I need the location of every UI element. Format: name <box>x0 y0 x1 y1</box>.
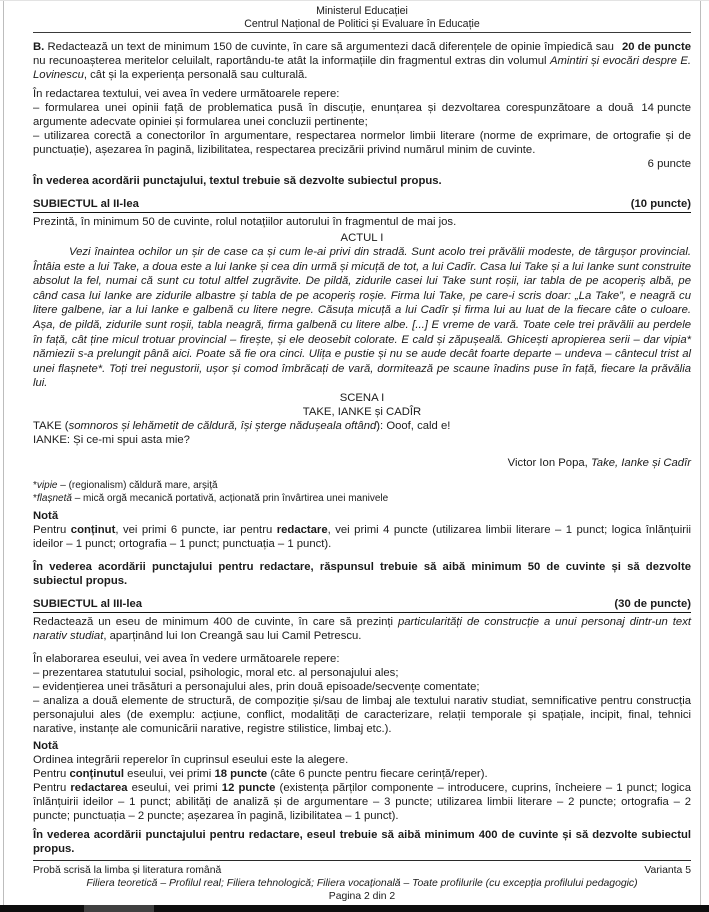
note-seg-bold: redactare <box>276 523 328 536</box>
note-seg: , vei primi 6 puncte, iar pentru <box>115 523 277 536</box>
footnote-flasneta <box>33 493 691 506</box>
note-seg-bold: conținutul <box>69 767 125 780</box>
note-seg: , vei primi 4 puncte (utilizarea limbii literare – 1 punct; logica înlănțuirii ideilor – 1 punct; ortografia – 1 punct; punctuația – 1 punct). <box>33 523 691 550</box>
footer-exam-name: Probă scrisă la limba și literatura română <box>33 865 222 876</box>
note-seg-bold: 18 puncte <box>214 767 268 780</box>
subject-3-note-label: Notă <box>33 739 59 752</box>
subject-3-final-note: În vederea acordării punctajului pentru redactare, eseul trebuie să aibă minimum 400 de cuvinte și să dezvolte subiectul propus. <box>33 828 691 855</box>
subject-b-points: 20 de puncte <box>621 41 691 53</box>
footer-row <box>33 864 691 877</box>
dialogue-take-speech: ): Ooof, cald e! <box>376 419 451 432</box>
dialogue-ianke: IANKE: Și ce-mi spui asta mie? <box>33 433 190 446</box>
subject-b-marker: B. <box>33 41 45 53</box>
subject-3-task-text-1: Redactează un eseu de minimum 400 de cuvinte, în care să prezinți <box>33 615 398 628</box>
subject-2-task: Prezintă, în minimum 50 de cuvinte, rolul notațiilor autorului în fragmentul de mai jos. <box>33 216 457 228</box>
subject-b-bullet-1 <box>33 101 691 129</box>
dialogue-take <box>33 419 691 433</box>
subject-b-final-note: În vederea acordării punctajului, textul trebuie să dezvolte subiectul propus. <box>33 175 442 187</box>
note-seg: eseului, vei primi <box>124 767 215 780</box>
subject-3-guidelines-intro: În elaborarea eseului, vei avea în vedere următoarele repere: <box>33 652 340 665</box>
subject-3-note-line-3 <box>33 781 691 823</box>
subject-b-bullet-1-points: 14 puncte <box>641 102 691 114</box>
footer-filiera: Filiera teoretică – Profilul real; Filiera tehnologică; Filiera vocațională – Toate profilurile (cu excepția profilului pedagogic) <box>86 878 638 889</box>
subject-3-task-text-2: , aparținând lui Ion Creangă sau lui Camil Petrescu. <box>103 629 362 642</box>
subject-b-volume-title: Amintiri și evocări despre E. Lovinescu <box>33 55 691 81</box>
footnote-1-star: * <box>33 479 37 491</box>
page-footer <box>33 860 691 903</box>
footnote-vipie <box>33 480 691 493</box>
footer-page-number: Pagina 2 din 2 <box>328 891 396 902</box>
attribution-author: Victor Ion Popa, <box>507 456 591 469</box>
subject-b-text-2: , cât și la experiența personală sau culturală. <box>83 69 308 81</box>
note-seg: (câte 6 puncte pentru fiecare cerință/reper). <box>267 767 488 780</box>
subject-3-bullet-2: – evidențierea unei trăsături a personajului ales, prin două episoade/secvențe comentate; <box>33 680 480 693</box>
subject-3-note-line-1: Ordinea integrării reperelor în cuprinsul eseului este la alegere. <box>33 753 349 766</box>
page-edge-right <box>700 1 701 912</box>
subject-2-note-text <box>33 523 691 551</box>
subject-3-points: (30 de puncte) <box>614 597 691 610</box>
note-seg: (existența părților componente – introducere, cuprins, încheiere – 1 punct; logica înlănțuirii ideilor – 1 punct; abilități de analiză și de argumentare – 3 puncte; utilizarea limbii literare – 2 puncte; ortografia – 2 puncte; punctuația – 2 puncte; așezarea în pagină, lizibilitatea – 1 punct). <box>33 781 691 822</box>
header-divider <box>33 32 691 33</box>
document-header <box>33 3 691 30</box>
bottom-bar <box>0 905 709 912</box>
note-seg: Pentru <box>33 523 71 536</box>
subject-3-task <box>33 615 691 643</box>
subject-2-note-label: Notă <box>33 509 59 522</box>
subject-b-bullet-1-text: – formularea unei opinii față de problematica pusă în discuție, enunțarea și dezvoltarea corespunzătoare a două argumente adecvate opiniei și formularea unei concluzii pertinente; <box>33 102 634 128</box>
subject-3-task-italic: particularități de construcție a unui personaj dintr-un text narativ studiat <box>33 615 691 642</box>
subject-3-heading <box>33 597 691 613</box>
footnote-2-star: * <box>33 492 37 504</box>
scene-characters: TAKE, IANKE și CADÎR <box>302 405 422 418</box>
note-seg-bold: conținut <box>70 523 116 536</box>
subject-b-bullet-2-points: 6 puncte <box>647 158 691 170</box>
footer-variant: Varianta 5 <box>644 865 691 876</box>
page-content <box>33 3 691 856</box>
page-edge-left <box>3 1 4 912</box>
subject-3-bullet-1: – prezentarea statutului social, psihologic, moral etc. al personajului ales; <box>33 666 399 679</box>
footnote-2-term: flașnetă <box>36 492 72 504</box>
dialogue-take-stage-direction: somnoros și lehămetit de căldură, își șterge nădușeala oftând <box>68 419 377 432</box>
subject-3-note-line-2 <box>33 767 691 781</box>
subject-2-title: SUBIECTUL al II-lea <box>33 198 139 210</box>
footer-divider <box>33 860 691 861</box>
header-institution: Centrul Național de Politici și Evaluare în Educație <box>244 17 480 30</box>
subject-3-bullet-3: – analiza a două elemente de structură, de compoziție și/sau de limbaj ale textului narativ studiat, semnificative pentru construcția personajului ales (de exemplu: acțiune, conflict, modalități de caracterizare, relații temporale și spațiale, incipit, final, tehnici narative, instanțe ale comunicării narative, registre stilistice, limbaj etc.). <box>33 694 691 735</box>
act-heading: ACTUL I <box>340 232 384 244</box>
dialogue-take-name: TAKE ( <box>33 419 69 432</box>
literary-passage: Vezi înaintea ochilor un șir de case ca și cum le-ai privi din stradă. Sunt acolo trei prăvălii modeste, de târgușor provincial. Întâia este a lui Take, a doua este a lui Ianke și cea din urmă și micuță de tot, a lui Cadîr. Casa lui Take și a lui Ianke sunt construite absolut la fel, numai că sunt cu totul altfel zugrăvite. De pildă, zidurile casei lui Take sunt roșii, iar tabla de pe acoperiș albă, pe când casa lui Ianke are zidurile albastre și tabla de pe acoperiș roșie. Firma lui Take, pe care-i scris doar: „La Take”, e neagră cu litere galbene, iar a lui Ianke e galbenă cu litere negre. Căsuța micuță a lui Cadîr și firma lui au luat de la fiecare câte o culoare. Așa, de pildă, zidurile sunt roșii, tabla neagră, firma galbenă cu litere albe. [...] E vreme de vară. Toate cele trei prăvălii au perdele în față, cât ține micul trotuar provincial – firește, și ele deosebit colorate. E cald și zăpușeală. Ghicești apropierea serii – dar vipia* nămiezii s-a prelungit până aici. Poate să fie ora cinci. Ulița e pustie și nu se aude decât foarte departe – undeva – cântecul trist al unei flașnete*. Toți trei negustorii, ușor și comod îmbrăcați de vară, dormitează pe scaune înadins puse în față, fiecare la prăvălia lui. <box>33 246 691 390</box>
subject-2-final-note: În vederea acordării punctajului pentru redactare, răspunsul trebuie să aibă minimum 50 de cuvinte și să dezvolte subiectul propus. <box>33 560 691 587</box>
subject-2-points: (10 puncte) <box>630 198 691 210</box>
attribution-work-title: Take, Ianke și Cadîr <box>590 456 691 469</box>
subject-b-guidelines-intro: În redactarea textului, vei avea în vedere următoarele repere: <box>33 88 340 100</box>
bottom-bar-segment <box>84 905 154 912</box>
note-seg-bold: 12 puncte <box>221 781 276 794</box>
subject-b-intro <box>33 40 691 82</box>
header-ministry: Ministerul Educației <box>316 5 408 17</box>
note-seg: Pentru <box>33 767 70 780</box>
note-seg-bold: redactarea <box>70 781 128 794</box>
footnote-2-definition: – mică orgă mecanică portativă, acționată prin învârtirea unei manivele <box>71 492 389 504</box>
note-seg: Pentru <box>33 781 71 794</box>
scene-heading: SCENA I <box>339 391 385 404</box>
note-seg: eseului, vei primi <box>127 781 222 794</box>
subject-2-heading <box>33 197 691 213</box>
attribution <box>33 456 691 470</box>
subject-b-bullet-2: – utilizarea corectă a conectorilor în argumentare, respectarea normelor limbii literare (norme de exprimare, de ortografie și de punctuație), așezarea în pagină, lizibilitatea, respectarea precizării privind numărul minim de cuvinte. <box>33 130 691 156</box>
footnote-1-definition: – (regionalism) căldură mare, arșiță <box>57 479 218 491</box>
subject-b-text-1: Redactează un text de minimum 150 de cuvinte, în care să argumentezi dacă diferențele de opinie împiedică sau nu recunoașterea meritelor celuilalt, raportându-te atât la informațiile din fragmentul extras din volumul <box>33 41 614 67</box>
subject-3-title: SUBIECTUL al III-lea <box>33 597 143 610</box>
footnote-1-term: vipie <box>36 479 58 491</box>
